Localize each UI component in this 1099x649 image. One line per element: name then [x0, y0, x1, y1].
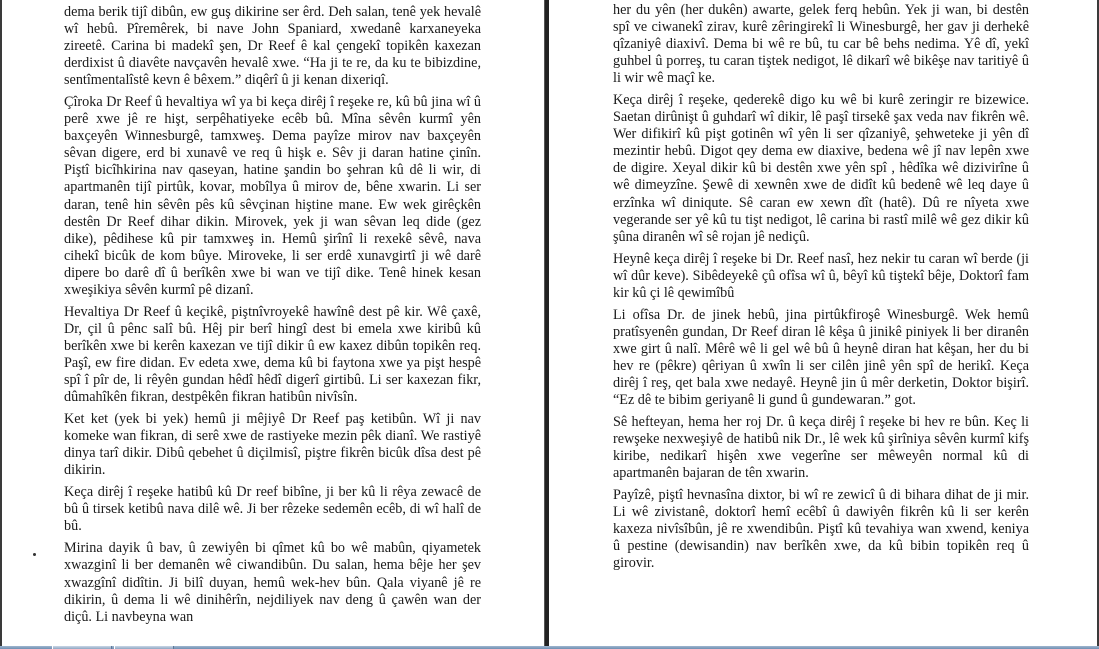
- right-paragraph-6: Payîzê, piştî hevnasîna dixtor, bi wî re zewicî û di bihara dihat de ji mir. Li wê zivistanê, doktorî hemî ecêbî û dawiyên fikrên kû li ser kerên kaxeza nivîsîbûn, jê re xwendibûn. Piştî kû tevahiya wan xwend, keniya û pestine (dewisandin) nav berîkên xwe, da kû bibin topikên req û girovir.: [613, 487, 1029, 572]
- left-paragraph-3: Hevaltiya Dr Reef û keçikê, piştnîvroyekê hawînê dest pê kir. Wê çaxê, Dr, çil û pênc salî bû. Hêj pir berî hingî dest bi emela xwe kiribû kû berîkên xwe bi kerên kaxezan ve tijî dikir û ew kaxez dibûn topikên req. Paşî, ew fire didan. Ev edeta xwe, dema kû bi faytona xwe ya pişt hespê spî î pîr de, li rêyên gundan hêdî hêdî digerî girtibû. Li ser kaxezan fikr, dûmahîkên fikran, destpêkên fikran hatibûn nivîsîn.: [64, 303, 481, 406]
- right-paragraph-1: her du yên (her dukên) awarte, gelek ferq hebûn. Yek ji wan, bi destên spî ve ciwanekî zirav, kurê zêringirekî li Winesburgê, her gav ji derhekê qîzaniyê diaxivî. Dema bi wê re bû, tu car bê behs nedima. Yê dî, yekî guhbel û porreş, tu caran tiştek nedigot, lê dikarî wê bikêşe nav taritiyê û li wir wê maçî ke.: [613, 2, 1029, 87]
- left-page: [64, 4, 481, 645]
- right-paragraph-4: Li ofîsa Dr. de jinek hebû, jina pirtûkfiroşê Winesburgê. Wek hemû pratîsyenên gundan, Dr Reef diran lê kêşa û jinikê piniyek li ber diranên xwe girt û nalî. Mêrê wê li gel wê bû û heynê diran hat kêşan, her du bi hev re (pêkre) qêriyan û xwîn li ser cilên jinê yên spî de herikî. Keça dirêj î reş, qet bala xwe nedayê. Heynê jin û mêr derketin, Doktor bişirî. “Ez dê te bibim geriyanê li gund û gundewaran.” got.: [613, 306, 1029, 409]
- scan-speck: [33, 553, 36, 556]
- viewer-left-edge: [0, 0, 2, 649]
- right-page: [613, 2, 1029, 572]
- right-paragraph-2: Keça dirêj î reşeke, qederekê digo ku wê bi kurê zeringir re bizewice. Saetan dirûnişt û guhdarî wî dikir, lê paşî tirsekê şax veda nav fikrên wê. Wer difikirî kû pişt gotinên wî yên li ser qîzaniyê, şehweteke ji yên dî mezintir hebû. Digot qey dema ew diaxive, bedena wê jî nav lepên xwe de digire. Xeyal dikir kû bi destên xwe yên spî , hêdîka wê dizivirîne û wê dimeyzîne. Şewê di xewnên xwe de didît kû bedenê wê leq daye û erzînka wî diniqute. Sê caran ew xewn dît (hatê). Dû re nîyeta xwe vegerande ser yê kû tu tişt nedigot, lê carina bi rastî milê wê gez dikir kû şûna diranên wî sê rojan jê nediçû.: [613, 92, 1029, 245]
- page-divider: [544, 0, 549, 649]
- left-paragraph-2: Çîroka Dr Reef û hevaltiya wî ya bi keça dirêj î reşeke re, kû bû jina wî û perê xwe jê re hişt, serpêhatiyeke ecêb bû. Mîna sêvên kurmî yên baxçeyên Winnesburgê, tamxweş. Dema payîze mirov nav baxçeyên sêvan digere, erd bi xunavê ve req û hişk e. Sêv ji daran hatine çinîn. Piştî bicîhkirina nav qaseyan, hatine şandin bo şehran kû dê li wir, di apartmanên tijî pirtûk, kovar, mobîlya û mirov de, bêne xwarin. Li ser daran, tenê hin sêvên pês kû sêvçinan hiştine mane. Ew wek girêçkên destên Dr Reef dihar dikin. Mirovek, yek ji wan sêvan leq dide (gez dike), pêdihese kû pir tamxweş in. Hemû şirînî li rexekê sêvê, nava cihekî bicûk de kom bûye. Miroveke, li ser erdê xunavgirtî ji wê darê dipere bo darê dî û berîkên xwe bi wan ve tijî dike. Tenê hinek kesan xweşikiya sêvên kurmî pê dizanî.: [64, 94, 481, 298]
- right-paragraph-3: Heynê keça dirêj î reşeke bi Dr. Reef nasî, hez nekir tu caran wî berde (ji wî dûr keve). Sibêdeyekê çû ofîsa wî û, bêyî kû tiştekî bêje, Doktorî fam kir kû çi lê qewimîbû: [613, 250, 1029, 301]
- left-paragraph-4: Ket ket (yek bi yek) hemû ji mêjiyê Dr Reef paş ketibûn. Wî ji nav komeke wan fikran, di serê xwe de rastiyeke mezin pêk dianî. We rastiyê dinya tarî dikir. Dibû qebehet û diçilmisî, piştre fikrên bicûk dîsa dest pê dikirin.: [64, 411, 481, 479]
- left-paragraph-5: Keça dirêj î reşeke hatibû kû Dr reef bibîne, ji ber kû li rêya zewacê de bû û tirsek ketibû nava dilê wê. Ji ber rêzeke sedemên ecêb, di wî halî de bû.: [64, 484, 481, 535]
- left-paragraph-1: dema berik tijî dibûn, ew guş dikirine ser êrd. Deh salan, tenê yek hevalê wî hebû. Pîremêrek, bi nave John Spaniard, xwedanê karxaneyeka zireetê. Carina bi madekî şen, Dr Reef ê kal çengekî topikên kaxezan derdixist û diavête navçavên hevalê xwe. “Ha ji te re, da ku te bibizdine, sentîmentalîstê kevn ê bêxem.” diqêrî û ji kenan dixeriqî.: [64, 4, 481, 89]
- right-paragraph-5: Sê hefteyan, hema her roj Dr. û keça dirêj î reşeke bi hev re bûn. Keç li rewşeke nexweşiyê de hatibû nik Dr., lê wek kû şirîniya sêvên kurmî kifş kiribe, nedikarî hişên xwe vegerîne ser mêweyên normal kû di apartmanên bajaran de tên xwarin.: [613, 414, 1029, 482]
- left-paragraph-6: Mirina dayik û bav, û zewiyên bi qîmet kû bo wê mabûn, qiyametek xwazginî li ber demanên wê ciwandibûn. Du salan, hema bêje her şev xwazgînî didîtin. Ji bilî duyan, hemû wek-hev bûn. Qala viyanê jê re dikirin, û dema li wê dinihêrîn, nejdiliyek nav deng û çawên wan der diçû. Li navbeyna wan: [64, 540, 481, 625]
